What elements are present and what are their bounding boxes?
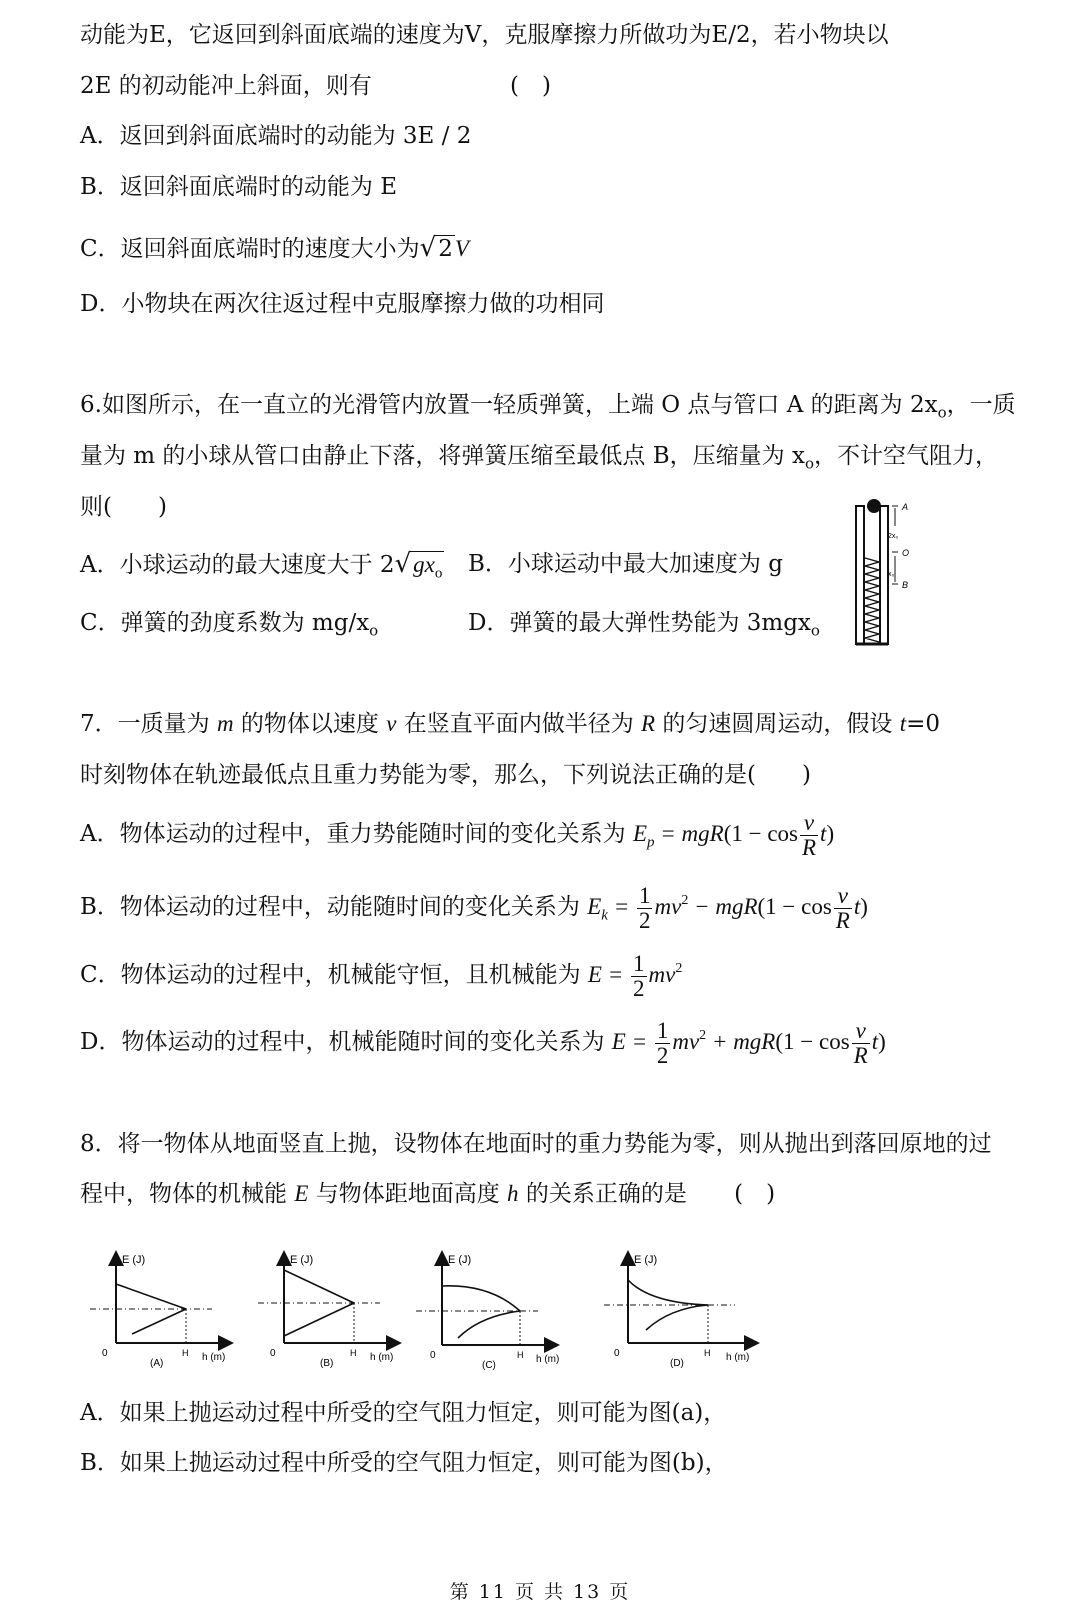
q7-option-a-text: A．物体运动的过程中，重力势能随时间的变化关系为 (80, 821, 626, 847)
q6-option-a-math: gx (413, 552, 435, 577)
q5-option-c-var: V (454, 236, 469, 261)
q5-option-d: D．小物块在两次往返过程中克服摩擦力做的功相同 (80, 291, 605, 317)
label-x: x₀ (888, 571, 895, 578)
q7-formula-b: $E_k$ = $\frac{1}{2}$ $mv^2 - mgR(1 - \cos$ $\frac{v}{R}$ t) (587, 883, 868, 934)
label-2x: 2x₀ (888, 533, 899, 540)
q6-option-a-text: A．小球运动的最大速度大于 2 (80, 552, 395, 578)
q8-line1: 8．将一物体从地面竖直上抛，设物体在地面时的重力势能为零，则从抛出到落回原地的过 (80, 1131, 992, 1157)
graph-d-xlabel: h (m) (726, 1352, 750, 1363)
q7-option-c (80, 943, 682, 1001)
q6-line2-sub: o (804, 454, 814, 473)
q8-line2 (80, 1179, 775, 1209)
q8-line2-b: 与物体距地面高度 (315, 1181, 500, 1207)
graph-b (258, 1254, 398, 1369)
q7-option-a (80, 808, 834, 869)
q6-option-b: B．小球运动中最大加速度为 g (468, 551, 783, 577)
tube-right-wall (880, 506, 888, 644)
q7-formula-d: E = $\frac{1}{2}$ $mv^2 + mgR(1 - \cos$ $\frac{v}{R}$ t) (611, 1018, 886, 1069)
q6-option-a (80, 549, 444, 589)
q5-line2 (80, 71, 551, 101)
q5-option-a: A．返回到斜面底端时的动能为 3E / 2 (80, 123, 472, 149)
q6-line1-text: 6.如图所示，在一直立的光滑管内放置一轻质弹簧，上端 O 点与管口 A 的距离为 2x (80, 392, 938, 418)
page-footer: 第 11 页 共 13 页 (449, 1581, 631, 1603)
graph-d (604, 1254, 756, 1369)
q5-line1: 动能为E，它返回到斜面底端的速度为V，克服摩擦力所做功为E/2，若小物块以 (80, 22, 889, 48)
q7-option-c-text: C．物体运动的过程中，机械能守恒，且机械能为 (80, 962, 581, 988)
graph-c-ylabel: E (J) (448, 1254, 472, 1266)
spring (865, 558, 879, 642)
graph-b-h: H (350, 1348, 357, 1358)
graph-a-origin: 0 (102, 1348, 108, 1359)
q6-line2 (80, 441, 998, 479)
graph-c-h: H (517, 1350, 524, 1360)
q5-option-b: B．返回斜面底端时的动能为 E (80, 174, 398, 200)
q7-line1-c: 在竖直平面内做半径为 (403, 711, 634, 737)
graph-d-ylabel: E (J) (634, 1254, 658, 1266)
graph-b-caption: (B) (320, 1358, 334, 1369)
graph-d-h: H (704, 1348, 711, 1358)
ball (867, 499, 881, 513)
q8-graphs (80, 1248, 780, 1378)
q5-option-c (80, 233, 469, 264)
q5-option-c-sqrt: 2 (438, 236, 453, 262)
q8-var-h: h (507, 1181, 519, 1206)
graph-c (416, 1254, 559, 1371)
graph-a-caption: (A) (150, 1358, 164, 1369)
q7-line1 (80, 709, 940, 739)
q7-line1-d: 的匀速圆周运动，假设 (662, 711, 893, 737)
label-o: O (902, 548, 910, 558)
q6-option-c-text: C．弹簧的劲度系数为 mg/x (80, 610, 370, 636)
q6-option-d (468, 608, 820, 646)
q7-line2: 时刻物体在轨迹最低点且重力势能为零，那么，下列说法正确的是( ) (80, 762, 811, 788)
q6-option-a-sqrt (411, 551, 444, 582)
spring-tube-figure (848, 496, 918, 648)
q7-line1-b: 的物体以速度 (240, 711, 379, 737)
tube-left-wall (856, 506, 864, 644)
q5-line2-text: 2E 的初动能冲上斜面，则有 (80, 73, 372, 99)
q7-line1-e: =0 (906, 711, 941, 737)
q8-line2-c: 的关系正确的是 (525, 1181, 687, 1207)
q5-bracket: ( ) (510, 73, 551, 99)
graph-c-origin: 0 (430, 1350, 436, 1361)
q6-option-c (80, 608, 378, 646)
graph-a (90, 1254, 230, 1369)
q7-option-b-text: B．物体运动的过程中，动能随时间的变化关系为 (80, 894, 580, 920)
graph-a-xlabel: h (m) (202, 1352, 226, 1363)
graph-a-ylabel: E (J) (122, 1254, 146, 1266)
label-a: A (902, 502, 909, 512)
q7-option-d-text: D．物体运动的过程中，机械能随时间的变化关系为 (80, 1029, 605, 1055)
q6-line2-text: 量为 m 的小球从管口由静止下落，将弹簧压缩至最低点 B，压缩量为 x (80, 443, 805, 469)
q6-option-c-sub: o (369, 621, 379, 640)
q6-line1-sub: o (937, 403, 947, 422)
q7-var-m: m (216, 711, 234, 736)
q6-line3: 则( ) (80, 494, 167, 520)
graph-b-origin: 0 (270, 1348, 276, 1359)
q6-option-d-sub: o (810, 621, 820, 640)
q7-line1-a: 7．一质量为 (80, 711, 210, 737)
label-b: B (902, 580, 909, 590)
q6-option-d-text: D．弹簧的最大弹性势能为 3mgx (468, 610, 811, 636)
q7-var-t: t (899, 711, 907, 736)
q7-option-d (80, 1010, 886, 1068)
q7-formula-c: E = $\frac{1}{2}$ $mv^2$ (587, 951, 683, 1002)
q6-line2-end: ，不计空气阻力， (813, 443, 998, 469)
q5-option-c-text: C．返回斜面底端时的速度大小为 (80, 236, 420, 262)
graph-c-xlabel: h (m) (536, 1354, 560, 1365)
q8-option-a: A．如果上抛运动过程中所受的空气阻力恒定，则可能为图(a)， (80, 1400, 727, 1426)
graph-b-xlabel: h (m) (370, 1352, 394, 1363)
q8-bracket: ( ) (734, 1181, 776, 1207)
graph-d-origin: 0 (614, 1348, 620, 1359)
sqrt-symbol: √ (394, 549, 412, 579)
q7-var-v: v (386, 711, 397, 736)
q6-line1-end: ，一质 (946, 392, 1016, 418)
q7-option-b (80, 875, 868, 942)
q8-line2-a: 程中，物体的机械能 (80, 1181, 287, 1207)
q7-formula-a: $E_p = mgR(1 - \cos$ $\frac{v}{R}$ t) (632, 810, 835, 861)
q8-option-b: B．如果上抛运动过程中所受的空气阻力恒定，则可能为图(b)， (80, 1450, 728, 1476)
graph-a-h: H (182, 1348, 189, 1358)
q7-var-r: R (641, 711, 656, 736)
graph-b-ylabel: E (J) (290, 1254, 314, 1266)
graph-c-caption: (C) (482, 1360, 496, 1371)
q6-line1 (80, 390, 1016, 428)
graph-d-caption: (D) (670, 1358, 684, 1369)
q8-var-e: E (294, 1181, 309, 1206)
q6-option-a-sub: o (434, 565, 443, 582)
sqrt-symbol: √ (419, 233, 437, 263)
